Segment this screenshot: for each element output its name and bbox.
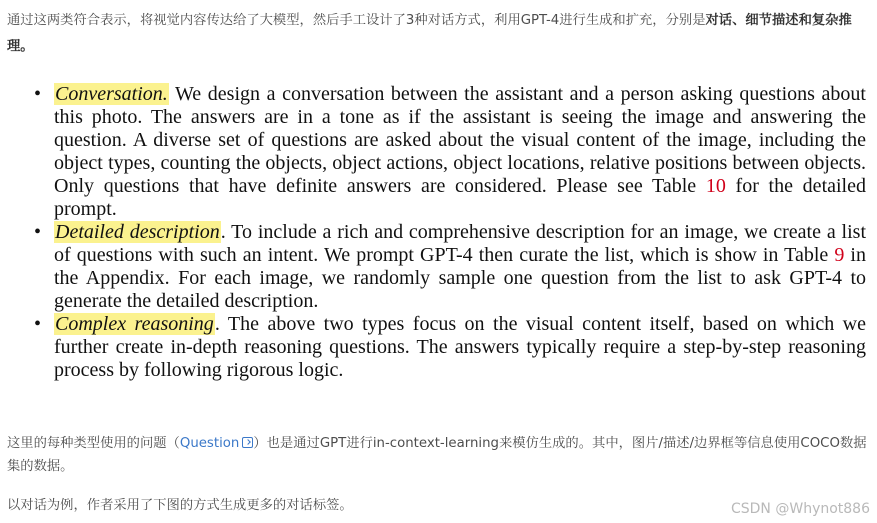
term-detailed-description: Detailed description: [55, 221, 220, 243]
item-text: for the detailed prompt.: [54, 175, 866, 220]
intro-paragraph: [7, 8, 869, 60]
list-item-detailed-description: [34, 221, 866, 313]
watermark: CSDN @Whynot886: [730, 501, 870, 517]
term-conversation: Conversation.: [55, 83, 168, 105]
intro-text: 通过这两类符合表示，将视觉内容传达给了大模型，然后手工设计了3种对话方式，利用GPT-4进行生成和扩充，分别是: [7, 13, 706, 28]
paper-excerpt: [34, 83, 866, 382]
item-text: . The above two types focus on the visual content itself, based on which we further create in-depth reasoning questions. The answers typically require a step-by-step reasoning process by following rigorous logic.: [54, 313, 866, 381]
item-text: . To include a rich and comprehensive description for an image, we create a list of questions with such an intent. We prompt GPT-4 then curate the list, which is show in Table: [54, 221, 867, 266]
list-item-complex-reasoning: [34, 313, 866, 382]
question-link[interactable]: [180, 436, 253, 451]
bullet: •: [34, 221, 42, 243]
question-paragraph: [7, 432, 869, 478]
paper-list: [34, 83, 866, 382]
para-text: ）也是通过GPT进行in-context-learning来模仿生成的。其中，图片/描述/边界框等信息使用COCO数据集的数据。: [7, 436, 867, 474]
conversation-example-paragraph: 以对话为例，作者采用了下图的方式生成更多的对话标签。: [7, 498, 353, 513]
external-link-icon: [242, 437, 253, 448]
question-link-label: Question: [179, 436, 240, 451]
bullet: •: [34, 313, 42, 335]
item-text: We design a conversation between the assistant and a person asking questions about this photo. The answers are in a tone as if the assistant is seeing the image and answering the question. A diverse set of questions are asked about the visual content of the image, including the object types, counting the objects, object actions, object locations, relative positions between objects. Only questions that have definite answers are considered. Please see Table: [54, 83, 866, 197]
term-complex-reasoning: Complex reasoning: [55, 313, 214, 335]
intro-bold-text: 对话、细节描述和复杂推理。: [7, 13, 852, 54]
table-ref-link[interactable]: 9: [834, 244, 845, 266]
item-text: in the Appendix. For each image, we randomly sample one question from the list to ask GPT-4 to generate the detailed description.: [54, 244, 866, 312]
list-item-conversation: [34, 83, 866, 221]
table-ref-link[interactable]: 10: [705, 175, 726, 197]
bullet: •: [34, 83, 42, 105]
para-text: 这里的每种类型使用的问题（: [7, 436, 180, 451]
